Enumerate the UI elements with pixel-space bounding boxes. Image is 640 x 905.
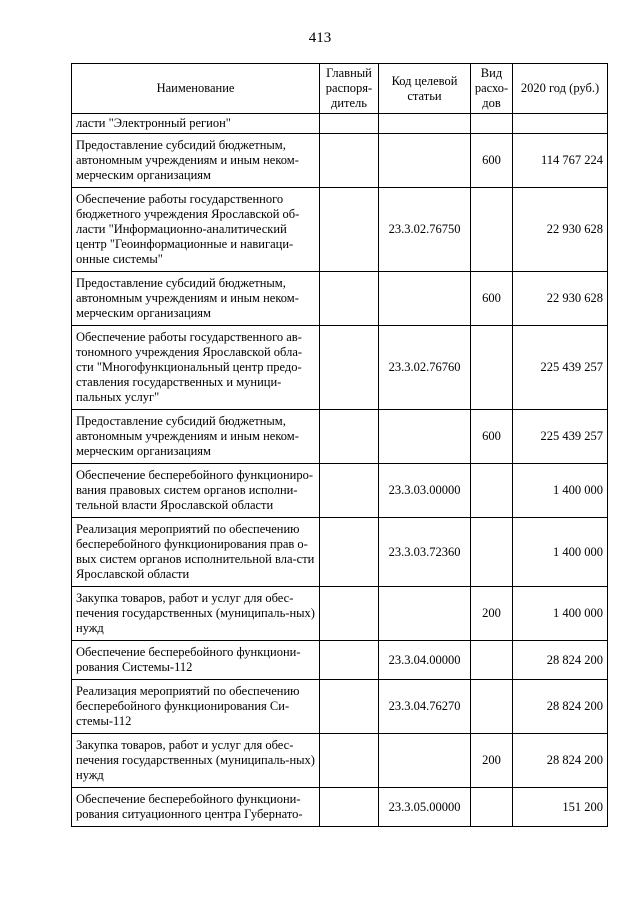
cell-chief-manager [320,641,379,680]
cell-name: Закупка товаров, работ и услуг для обес-печения государственных (муниципаль-ных) нужд [72,587,320,641]
header-chief-manager: Главный распоря-дитель [320,64,379,114]
cell-amount: 225 439 257 [513,410,608,464]
cell-chief-manager [320,587,379,641]
cell-name: Реализация мероприятий по обеспечению бесперебойного функционирования прав о-вых систем органов исполнительной вла-сти Ярославской области [72,518,320,587]
cell-chief-manager [320,734,379,788]
table-row [72,326,608,410]
cell-name: Обеспечение работы государственного бюджетного учреждения Ярославской об-ласти "Информационно-аналитический центр "Геоинформационные и навигаци-онные системы" [72,188,320,272]
cell-amount: 28 824 200 [513,680,608,734]
cell-amount [513,114,608,134]
cell-expense-type [471,518,513,587]
cell-name: Закупка товаров, работ и услуг для обес-печения государственных (муниципаль-ных) нужд [72,734,320,788]
cell-expense-type [471,326,513,410]
cell-name: Обеспечение работы государственного ав-тономного учреждения Ярославской обла-сти "Многофункциональный центр предо-ставления государственных и муници-пальных услуг" [72,326,320,410]
cell-target-code [379,734,471,788]
cell-target-code: 23.3.02.76760 [379,326,471,410]
cell-name: Обеспечение бесперебойного функциони-рования ситуационного центра Губернато- [72,788,320,827]
cell-name: ласти "Электронный регион" [72,114,320,134]
cell-name: Обеспечение бесперебойного функциониро-вания правовых систем органов исполни-тельной власти Ярославской области [72,464,320,518]
page-number: 413 [308,30,332,46]
cell-expense-type [471,641,513,680]
cell-amount: 1 400 000 [513,587,608,641]
cell-expense-type: 600 [471,134,513,188]
cell-name: Реализация мероприятий по обеспечению бесперебойного функционирования Си-стемы-112 [72,680,320,734]
cell-target-code [379,272,471,326]
cell-expense-type: 200 [471,734,513,788]
table-row [72,518,608,587]
cell-target-code: 23.3.03.72360 [379,518,471,587]
cell-amount: 114 767 224 [513,134,608,188]
table-header-row [72,64,608,114]
cell-amount: 22 930 628 [513,188,608,272]
cell-target-code [379,410,471,464]
table-row [72,587,608,641]
cell-expense-type [471,680,513,734]
table-row [72,680,608,734]
cell-chief-manager [320,188,379,272]
cell-target-code: 23.3.02.76750 [379,188,471,272]
cell-chief-manager [320,464,379,518]
cell-target-code: 23.3.05.00000 [379,788,471,827]
header-expense-type: Вид расхо-дов [471,64,513,114]
cell-expense-type [471,464,513,518]
cell-target-code [379,587,471,641]
cell-expense-type: 600 [471,272,513,326]
cell-expense-type: 600 [471,410,513,464]
cell-amount: 225 439 257 [513,326,608,410]
table-row [72,410,608,464]
table-row [72,734,608,788]
cell-amount: 1 400 000 [513,518,608,587]
cell-expense-type [471,114,513,134]
cell-target-code: 23.3.04.00000 [379,641,471,680]
cell-amount: 1 400 000 [513,464,608,518]
cell-amount: 151 200 [513,788,608,827]
cell-chief-manager [320,272,379,326]
cell-target-code: 23.3.03.00000 [379,464,471,518]
cell-name: Предоставление субсидий бюджетным, автономным учреждениям и иным неком-мерческим организациям [72,134,320,188]
cell-target-code: 23.3.04.76270 [379,680,471,734]
cell-expense-type: 200 [471,587,513,641]
cell-chief-manager [320,114,379,134]
cell-amount: 28 824 200 [513,641,608,680]
cell-amount: 28 824 200 [513,734,608,788]
cell-expense-type [471,188,513,272]
cell-amount: 22 930 628 [513,272,608,326]
table-row [72,114,608,134]
header-name: Наименование [72,64,320,114]
cell-name: Предоставление субсидий бюджетным, автономным учреждениям и иным неком-мерческим организациям [72,272,320,326]
header-amount-2020: 2020 год (руб.) [513,64,608,114]
header-target-code: Код целевой статьи [379,64,471,114]
table-row [72,272,608,326]
cell-expense-type [471,788,513,827]
cell-chief-manager [320,680,379,734]
table-row [72,188,608,272]
cell-chief-manager [320,134,379,188]
cell-target-code [379,114,471,134]
cell-chief-manager [320,326,379,410]
table-row [72,464,608,518]
cell-chief-manager [320,788,379,827]
cell-chief-manager [320,410,379,464]
cell-name: Предоставление субсидий бюджетным, автономным учреждениям и иным неком-мерческим организациям [72,410,320,464]
cell-chief-manager [320,518,379,587]
cell-target-code [379,134,471,188]
budget-table [71,63,608,827]
cell-name: Обеспечение бесперебойного функциони-рования Системы-112 [72,641,320,680]
table-row [72,134,608,188]
table-row [72,641,608,680]
table-row [72,788,608,827]
